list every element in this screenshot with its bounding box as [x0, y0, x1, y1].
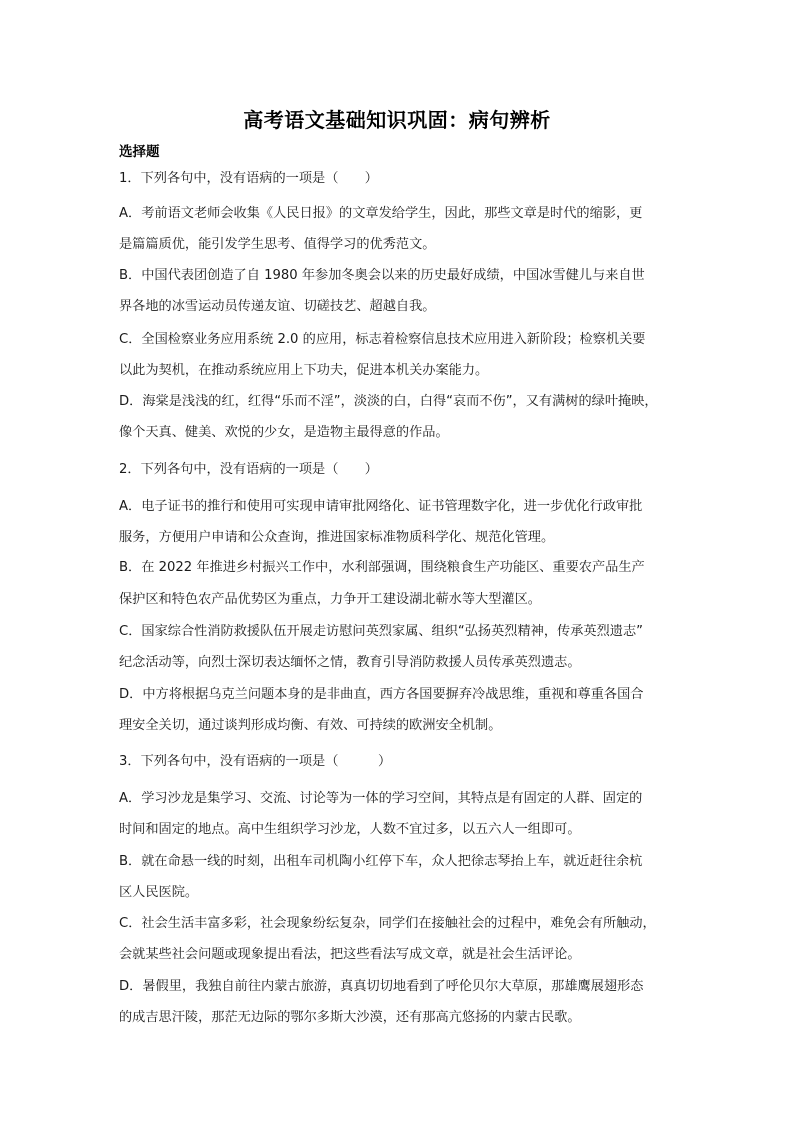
option-line: B．在 2022 年推进乡村振兴工作中，水利部强调，围绕粮食生产功能区、重要农产品生产: [119, 560, 645, 575]
option-line: C．全国检察业务应用系统 2.0 的应用，标志着检察信息技术应用进入新阶段；检察机关要: [119, 332, 646, 347]
option-line: A．电子证书的推行和使用可实现申请审批网络化、证书管理数字化，进一步优化行政审批: [119, 499, 643, 514]
option-line: 是篇篇质优，能引发学生思考、值得学习的优秀范文。: [119, 237, 436, 252]
option-line: 理安全关切，通过谈判形成均衡、有效、可持续的欧洲安全机制。: [119, 718, 502, 733]
question-stem: 2．下列各句中，没有语病的一项是（ ）: [119, 462, 378, 477]
question-stem: 1．下列各句中，没有语病的一项是（ ）: [119, 171, 378, 186]
option-line: 以此为契机，在推动系统应用上下功夫，促进本机关办案能力。: [119, 363, 489, 378]
option-line: 的成吉思汗陵，那茫无边际的鄂尔多斯大沙漠，还有那高亢悠扬的内蒙古民歌。: [119, 1010, 581, 1025]
option-line: A．学习沙龙是集学习、交流、讨论等为一体的学习空间，其特点是有固定的人群、固定的: [119, 791, 643, 806]
option-line: D．海棠是浅浅的红，红得“乐而不淫”，淡淡的白，白得“哀而不伤”，又有满树的绿叶掩映，: [119, 394, 658, 409]
option-line: 时间和固定的地点。高中生组织学习沙龙，人数不宜过多，以五六人一组即可。: [119, 822, 581, 837]
option-line: D．中方将根据乌克兰问题本身的是非曲直，西方各国要摒弃冷战思维，重视和尊重各国合: [119, 687, 644, 702]
option-line: 像个天真、健美、欢悦的少女，是造物主最得意的作品。: [119, 425, 449, 440]
option-line: C．社会生活丰富多彩，社会现象纷纭复杂，同学们在接触社会的过程中，难免会有所触动，: [119, 916, 656, 931]
option-line: 服务，方便用户申请和公众查询，推进国家标准物质科学化、规范化管理。: [119, 530, 555, 545]
option-line: 区人民医院。: [119, 885, 199, 900]
option-line: 会就某些社会问题或现象提出看法，把这些看法写成文章，就是社会生活评论。: [119, 947, 581, 962]
page-title: 高考语文基础知识巩固：病句辨析: [243, 108, 551, 132]
option-line: 界各地的冰雪运动员传递友谊、切磋技艺、超越自我。: [119, 299, 436, 314]
option-line: B．就在命悬一线的时刻，出租车司机陶小红停下车，众人把徐志琴抬上车，就近赶往余杭: [119, 854, 643, 869]
option-line: 纪念活动等，向烈士深切表达缅怀之情，教育引导消防救援人员传承英烈遗志。: [119, 655, 581, 670]
option-line: C．国家综合性消防救援队伍开展走访慰问英烈家属、组织“弘扬英烈精神，传承英烈遗志”: [119, 624, 643, 639]
question-stem: 3．下列各句中，没有语病的一项是（ ）: [119, 754, 392, 769]
option-line: B．中国代表团创造了自 1980 年参加冬奥会以来的历史最好成绩，中国冰雪健儿与来自世: [119, 268, 645, 283]
section-heading: 选择题: [119, 144, 160, 160]
option-line: D．暑假里，我独自前往内蒙古旅游，真真切切地看到了呼伦贝尔大草原，那雄鹰展翅形态: [119, 979, 644, 994]
option-line: 保护区和特色农产品优势区为重点，力争开工建设湖北蕲水等大型灌区。: [119, 592, 541, 607]
option-line: A．考前语文老师会收集《人民日报》的文章发给学生，因此，那些文章是时代的缩影，更: [119, 206, 643, 221]
